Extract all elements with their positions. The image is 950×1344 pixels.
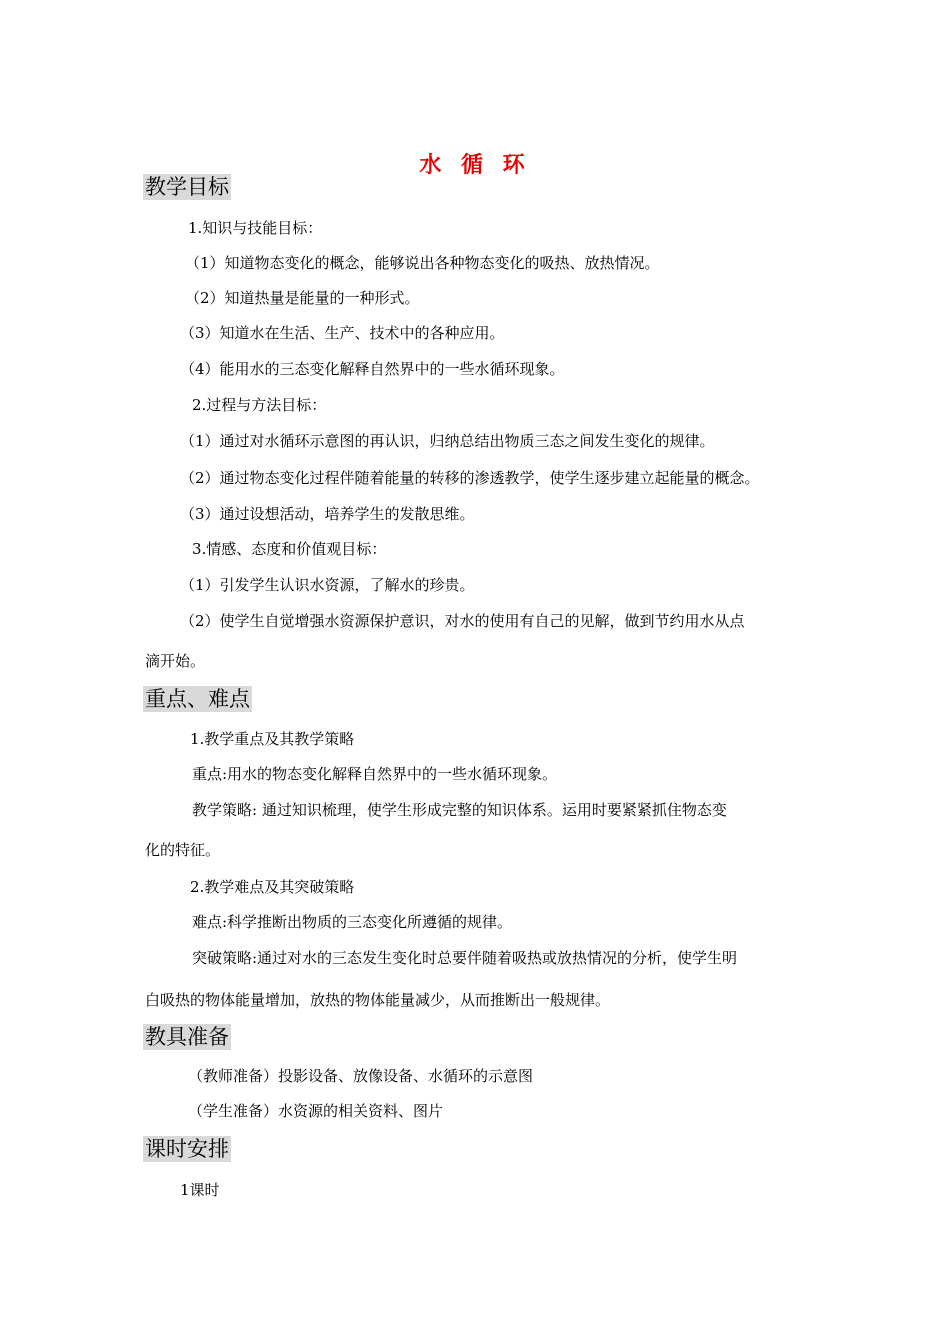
key-point-line: 重点:用水的物态变化解释自然界中的一些水循环现象。 [192,765,558,783]
objective-line: （2）使学生自觉增强水资源保护意识，对水的使用有自己的见解，做到节约用水从点 [180,612,745,630]
objective-line: （1）知道物态变化的概念，能够说出各种物态变化的吸热、放热情况。 [185,254,660,272]
objective-line: （2）通过物态变化过程伴随着能量的转移的渗透教学，使学生逐步建立起能量的概念。 [180,469,760,487]
schedule-line: 1课时 [180,1181,220,1199]
key-point-line: 2.教学难点及其突破策略 [190,878,355,896]
objective-line: 滴开始。 [145,652,206,670]
section-heading-materials: 教具准备 [145,1025,229,1049]
key-point-line: 化的特征。 [145,841,221,859]
objective-line: （1）通过对水循环示意图的再认识，归纳总结出物质三态之间发生变化的规律。 [180,432,715,450]
materials-line: （学生准备）水资源的相关资料、图片 [188,1102,444,1120]
section-heading-schedule: 课时安排 [145,1137,229,1161]
key-point-line: 白吸热的物体能量增加，放热的物体能量减少，从而推断出一般规律。 [145,991,611,1009]
key-point-line: 教学策略: 通过知识梳理，使学生形成完整的知识体系。运用时要紧紧抓住物态变 [192,801,727,819]
objective-line: （3）通过设想活动，培养学生的发散思维。 [180,505,475,523]
objective-line: 2.过程与方法目标： [192,396,327,414]
objective-line: （3）知道水在生活、生产、技术中的各种应用。 [180,324,505,342]
objective-line: （2）知道热量是能量的一种形式。 [185,289,420,307]
objective-line: 1.知识与技能目标： [188,219,323,237]
materials-line: （教师准备）投影设备、放像设备、水循环的示意图 [188,1067,534,1085]
section-heading-objectives: 教学目标 [145,175,229,199]
key-point-line: 1.教学重点及其教学策略 [190,730,355,748]
objective-line: （4）能用水的三态变化解释自然界中的一些水循环现象。 [180,360,565,378]
key-point-line: 难点:科学推断出物质的三态变化所遵循的规律。 [192,913,513,931]
document-title: 水 循 环 [419,153,531,178]
objective-line: 3.情感、态度和价值观目标： [192,540,387,558]
objective-line: （1）引发学生认识水资源，了解水的珍贵。 [180,576,475,594]
section-heading-key-points: 重点、难点 [145,687,250,711]
key-point-line: 突破策略:通过对水的三态发生变化时总要伴随着吸热或放热情况的分析，使学生明 [192,949,738,967]
